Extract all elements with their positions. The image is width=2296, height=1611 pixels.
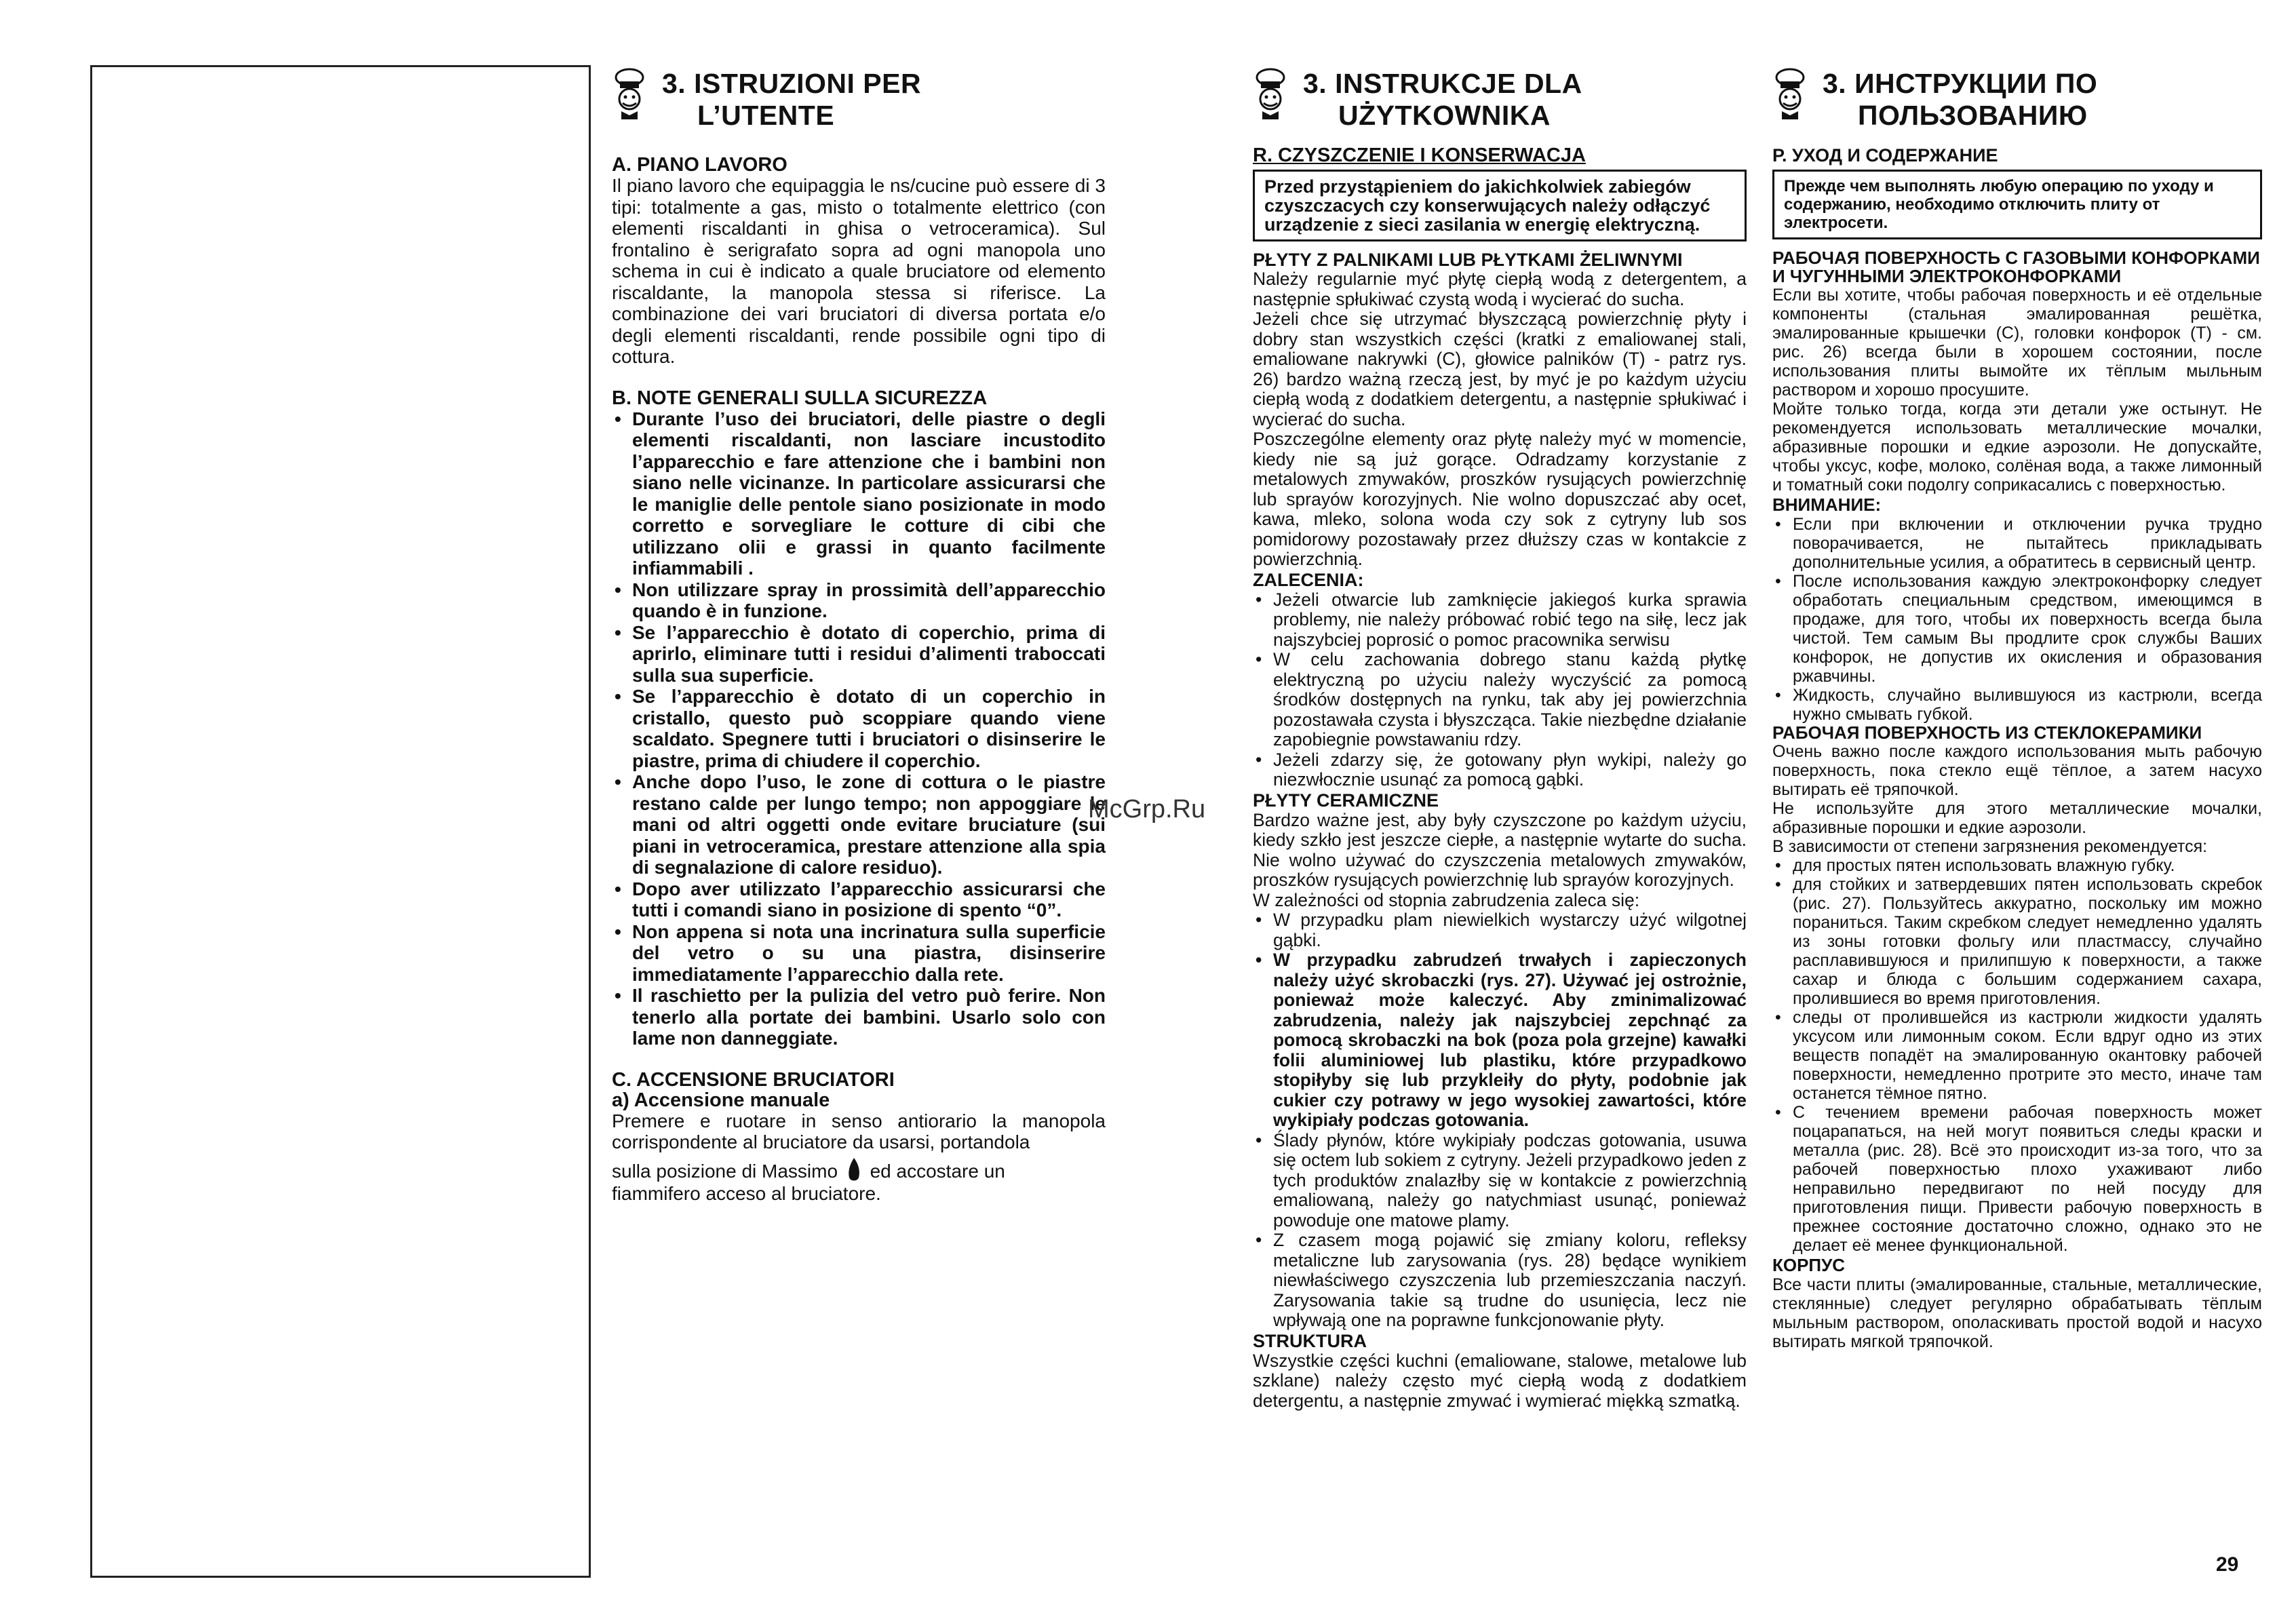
list-item: • Jeżeli zdarzy się, że gotowany płyn wykipi, należy go niezwłocznie usunąć za pomocą gąbki.	[1253, 750, 1747, 790]
chef-icon	[612, 68, 647, 121]
polish-sub4-heading: STRUKTURA	[1253, 1330, 1367, 1351]
list-item: • W celu zachowania dobrego stanu każdą płytkę elektryczną po użyciu należy wyczyścić za pomocą środków dostępnych na rynku, tak aby jej powierzchnia pozostawała czysta i błyszcząca. Takie niezbędne działanie zapobiegnie powstawaniu rdzy.	[1253, 650, 1747, 750]
polish-sub3-text1: Bardzo ważne jest, aby były czyszczone po każdym użyciu, kiedy szkło jest jeszcze ciepłe, a następnie wytarte do sucha. Nie wolno używać do czyszczenia metalowych zmywaków, proszków rysujących powierzchnię lub sprayów korozyjnych.	[1253, 809, 1747, 890]
polish-sub3-heading: PŁYTY CERAMICZNE	[1253, 790, 1439, 811]
list-item: • W przypadku plam niewielkich wystarczy użyć wilgotnej gąbki.	[1253, 910, 1747, 950]
list-item: • С течением времени рабочая поверхность может поцарапаться, на ней могут появиться следы краски и металла (рис. 28). Всё это происходит из-за того, что за рабочей поверхностью плохо ухаживают либо неправильно передвигают по ней посуду для приготовления пищи. Привести рабочую поверхность в прежнее состояние достаточно сложно, однако это не делает её менее функциональной.	[1772, 1103, 2262, 1255]
italian-safety-list	[612, 408, 1106, 1049]
polish-recommendations-list	[1253, 590, 1747, 790]
polish-sub4-text1: Wszystkie części kuchni (emaliowane, stalowe, metalowe lub szklane) należy często myć ciepłą wodą z dodatkiem detergentu, a następnie zmywać i wymierać miękką szmatką.	[1253, 1350, 1747, 1411]
russian-warning-box: Прежде чем выполнять любую операцию по уходу и содержанию, необходимо отключить плиту от электросети.	[1772, 170, 2262, 239]
polish-header	[1253, 68, 1747, 132]
italian-section-c-text1: Premere e ruotare in senso antiorario la manopola corrispondente al bruciatore da usarsi, portandola	[612, 1110, 1106, 1152]
italian-section-c-heading: C. ACCENSIONE BRUCIATORI	[612, 1068, 895, 1091]
list-item: • Z czasem mogą pojawić się zmiany koloru, refleksy metaliczne lub zarysowania (rys. 28) będące wynikiem niewłaściwego czyszczenia lub przemieszczania naczyń. Zarysowania takie są trudne do usunięcia, lecz nie wpływają one na poprawne funkcjonowanie płyty.	[1253, 1230, 1747, 1331]
list-item: • Se l’apparecchio è dotato di un coperchio in cristallo, questo può scoppiare quando viene scaldato. Spegnere tutti i bruciatori o disinserire le piastre, prima di chiudere il coperchio.	[612, 686, 1106, 771]
page-number: 29	[2216, 1553, 2239, 1576]
polish-sub1-heading: PŁYTY Z PALNIKAMI LUB PŁYTKAMI ŻELIWNYMI	[1253, 250, 1683, 270]
italian-section-c-subheading: a) Accensione manuale	[612, 1089, 830, 1111]
italian-section-c-text2a: sulla posizione di Massimo	[612, 1160, 838, 1182]
list-item: • Jeżeli otwarcie lub zamknięcie jakiegoś kurka sprawia problemy, nie należy próbować robić tego na siłę, lecz jak najszybciej poprosić o pomoc pracownika serwisu	[1253, 590, 1747, 651]
italian-title-line1: 3. ISTRUZIONI PER	[662, 68, 922, 99]
watermark: McGrp.Ru	[1088, 795, 1206, 823]
polish-section-r-heading: R. CZYSZCZENIE I KONSERWACJA	[1253, 144, 1586, 166]
russian-sub3-heading: РАБОЧАЯ ПОВЕРХНОСТЬ ИЗ СТЕКЛОКЕРАМИКИ	[1772, 722, 2202, 743]
list-item: • Non utilizzare spray in prossimità dell’apparecchio quando è in funzione.	[612, 579, 1106, 622]
italian-section-a-heading: A. PIANO LAVORO	[612, 154, 787, 176]
list-item: • Se l’apparecchio è dotato di coperchio, prima di aprirlo, eliminare tutti i residui d’alimenti traboccati sulla sua superficie.	[612, 622, 1106, 686]
list-item: • Жидкость, случайно вылившуюся из кастрюли, всегда нужно смывать губкой.	[1772, 686, 2262, 724]
russian-title	[1823, 68, 2097, 132]
list-item: • После использования каждую электроконфорку следует обработать специальным средством, имеющимся в продаже, для того, чтобы их поверхность всегда была чистой. Тем самым Вы продлите срок службы Ваших конфорок, не допустив их окисления и образования ржавчины.	[1772, 572, 2262, 686]
polish-title-line1: 3. INSTRUKCJE DLA	[1303, 68, 1582, 99]
russian-header	[1772, 68, 2262, 132]
italian-section-a-text: Il piano lavoro che equipaggia le ns/cucine può essere di 3 tipi: totalmente a gas, misto o totalmente elettrico (con elementi riscaldanti in ghisa o vetroceramica). Sul frontalino è serigrafato sopra ad ogni manopola uno schema in cui è indicato a quale bruciatore od elemento riscaldante, la manopola stessa si riferisce. La combinazione dei vari bruciatori di diversa portata e/o degli elementi riscaldanti, rende possibile ogni tipo di cottura.	[612, 175, 1106, 367]
italian-section-c-text3: fiammifero acceso al bruciatore.	[612, 1182, 881, 1204]
russian-sub3-text1: Очень важно после каждого использования мыть рабочую поверхность, пока стекло ещё тёплое, а затем насухо вытирать её тряпочкой.	[1772, 742, 2262, 799]
polish-sub2-heading: ZALECENIA:	[1253, 569, 1364, 590]
polish-title-line2: UŻYTKOWNIKA	[1338, 100, 1551, 131]
russian-column	[1772, 68, 2262, 1351]
chef-icon	[1772, 68, 1808, 121]
russian-attention-list	[1772, 515, 2262, 724]
russian-title-line1: 3. ИНСТРУКЦИИ ПО	[1823, 68, 2098, 99]
list-item: • Non appena si nota una incrinatura sulla superficie del vetro o su una piastra, disinserire immediatamente l’apparecchio dalla rete.	[612, 921, 1106, 986]
russian-title-line2: ПОЛЬЗОВАНИЮ	[1858, 100, 2088, 131]
russian-sub1-text2: Мойте только тогда, когда эти детали уже остынут. Не рекомендуется использовать металлические мочалки, абразивные порошки и едкие аэрозоли. Не допускайте, чтобы уксус, кофе, молоко, солёная вода, а также лимонный и томатный соки подолгу соприкасались с поверхностью.	[1772, 400, 2262, 494]
russian-sub1-text1: Если вы хотите, чтобы рабочая поверхность и её отдельные компоненты (стальная эмалированная решётка, эмалированные крышечки (С), головки конфорок (Т) - см. рис. 26) всегда были в хорошем состоянии, после использования плиты вымойте их тёплым мыльным раствором и хорошо просушите.	[1772, 286, 2262, 400]
chef-icon	[1253, 68, 1288, 121]
italian-section-c-text2	[612, 1157, 1106, 1183]
list-item: • следы от пролившейся из кастрюли жидкости удалять уксусом или лимонным соком. Если вдруг одно из этих веществ попадёт на эмалированную окантовку рабочей поверхности, немедленно протрите это место, иначе там останется тёмное пятно.	[1772, 1008, 2262, 1103]
polish-sub1-text2: Jeżeli chce się utrzymać błyszczącą powierzchnię płyty i dobry stan wszystkich części (kratki z emaliowanej stali, emaliowane nakrywki (C), głowice palników (T) - patrz rys. 26) bardzo ważną rzeczą jest, by myć je po każdym użyciu ciepłą wodą z dodatkiem detergentu, a następnie spłukiwać i wycierać do sucha.	[1253, 309, 1747, 429]
polish-sub3-text2: W zależności od stopnia zabrudzenia zaleca się:	[1253, 889, 1640, 910]
list-item: • Ślady płynów, które wykipiały podczas gotowania, usuwa się octem lub sokiem z cytryny. Jeżeli przypadkowo jeden z tych produktów znalazłby się w kontakcie z powierzchnią emaliowaną, należy go natychmiast usunąć, ponieważ powoduje one matowe plamy.	[1253, 1131, 1747, 1231]
polish-column	[1253, 68, 1747, 1411]
italian-section-b-heading: B. NOTE GENERALI SULLA SICUREZZA	[612, 387, 988, 409]
russian-sub4-text1: Все части плиты (эмалированные, стальные, металлические, стеклянные) следует регулярно обрабатывать тёплым мыльным раствором, ополаскивать простой водой и насухо вытирать мягкой тряпочкой.	[1772, 1275, 2262, 1351]
list-item: • Durante l’uso dei bruciatori, delle piastre o degli elementi riscaldanti, non lasciare incustodito l’apparecchio e fare attenzione che i bambini non siano nelle vicinanze. In particolare assicurarsi che le maniglie delle pentole siano posizionate in modo corretto e sorvegliare le cotture di cibi che utilizzano olii e grassi in quanto facilmente infiammabili .	[612, 408, 1106, 579]
russian-sub1-heading: РАБОЧАЯ ПОВЕРХНОСТЬ С ГАЗОВЫМИ КОНФОРКАМИ И ЧУГУННЫМИ ЭЛЕКТРОКОНФОРКАМИ	[1772, 248, 2260, 286]
polish-title	[1303, 68, 1582, 132]
russian-sub3-text2: Не используйте для этого металлические мочалки, абразивные порошки и едкие аэрозоли.	[1772, 799, 2262, 837]
italian-header	[612, 68, 1106, 132]
italian-column	[612, 68, 1106, 1204]
polish-sub1-text1: Należy regularnie myć płytę ciepłą wodą z detergentem, a następnie spłukiwać czystą wodą i wycierać do sucha.	[1253, 269, 1747, 309]
list-item: • для стойких и затвердевших пятен использовать скребок (рис. 27). Пользуйтесь аккуратно, поскольку им можно пораниться. Таким скребком следует немедленно удалять из зоны готовки фольгу или пластмассу, случайно расплавившуюся и прилипшую к поверхности, а также сахар и блюда с большим содержанием сахара, пролившиеся во время приготовления.	[1772, 875, 2262, 1008]
russian-sub2-heading: ВНИМАНИЕ:	[1772, 494, 1882, 515]
russian-section-r-heading: Р. УХОД И СОДЕРЖАНИЕ	[1772, 145, 1998, 166]
list-item: • Dopo aver utilizzato l’apparecchio assicurarsi che tutti i comandi siano in posizione di spento “0”.	[612, 878, 1106, 921]
polish-sub1-text3: Poszczególne elementy oraz płytę należy myć w momencie, kiedy nie są już gorące. Odradzamy korzystanie z metalowych zmywaków, proszków rysujących powierzchnię lub sprayów korozyjnych. Nie wolno dopuszczać aby ocet, kawa, mleko, solona woda czy sok z cytryny lub sos pomidorowy pozostawały przez dłuższy czas w kontakcie z powierzchnią.	[1253, 429, 1747, 569]
italian-title-line2: L’UTENTE	[697, 100, 835, 131]
flame-icon	[847, 1157, 861, 1183]
polish-warning-box: Przed przystąpieniem do jakichkolwiek zabiegów czyszczacych czy konserwujących należy odłączyć urządzenie z sieci zasilania w energię elektryczną.	[1253, 170, 1747, 241]
russian-ceramic-list	[1772, 856, 2262, 1255]
list-item: • W przypadku zabrudzeń trwałych i zapieczonych należy użyć skrobaczki (rys. 27). Używać jej ostrożnie, ponieważ może kaleczyć. Aby zminimalizować zabrudzenia, należy jak najszybciej zepchnąć za pomocą skrobaczki na bok (poza pola grzejne) kawałki folii aluminiowej lub plastiku, które przypadkowo stopiłyby się lub przykleiły do płyty, podobnie jak cukier czy potrawy w jego wysokiej zawartości, które wykipiały podczas gotowania.	[1253, 950, 1747, 1131]
blank-panel	[90, 65, 591, 1578]
polish-ceramic-list	[1253, 910, 1747, 1331]
list-item: • Il raschietto per la pulizia del vetro può ferire. Non tenerlo alla portate dei bambini. Usarlo solo con lame non danneggiate.	[612, 985, 1106, 1049]
list-item: • Anche dopo l’uso, le zone di cottura o le piastre restano calde per lungo tempo; non appoggiare le mani od altri oggetti onde evitare bruciature (sui piani in vetroceramica, prestare attenzione alla spia di segnalazione di calore residuo).	[612, 771, 1106, 878]
italian-title	[662, 68, 921, 132]
list-item: • Если при включении и отключении ручка трудно поворачивается, не пытайтесь прикладывать дополнительные усилия, а обратитесь в сервисный центр.	[1772, 515, 2262, 572]
russian-sub3-text3: В зависимости от степени загрязнения рекомендуется:	[1772, 837, 2208, 856]
italian-section-c-text2b: ed accostare un	[870, 1160, 1005, 1182]
list-item: • для простых пятен использовать влажную губку.	[1772, 856, 2262, 875]
russian-sub4-heading: КОРПУС	[1772, 1255, 1846, 1275]
